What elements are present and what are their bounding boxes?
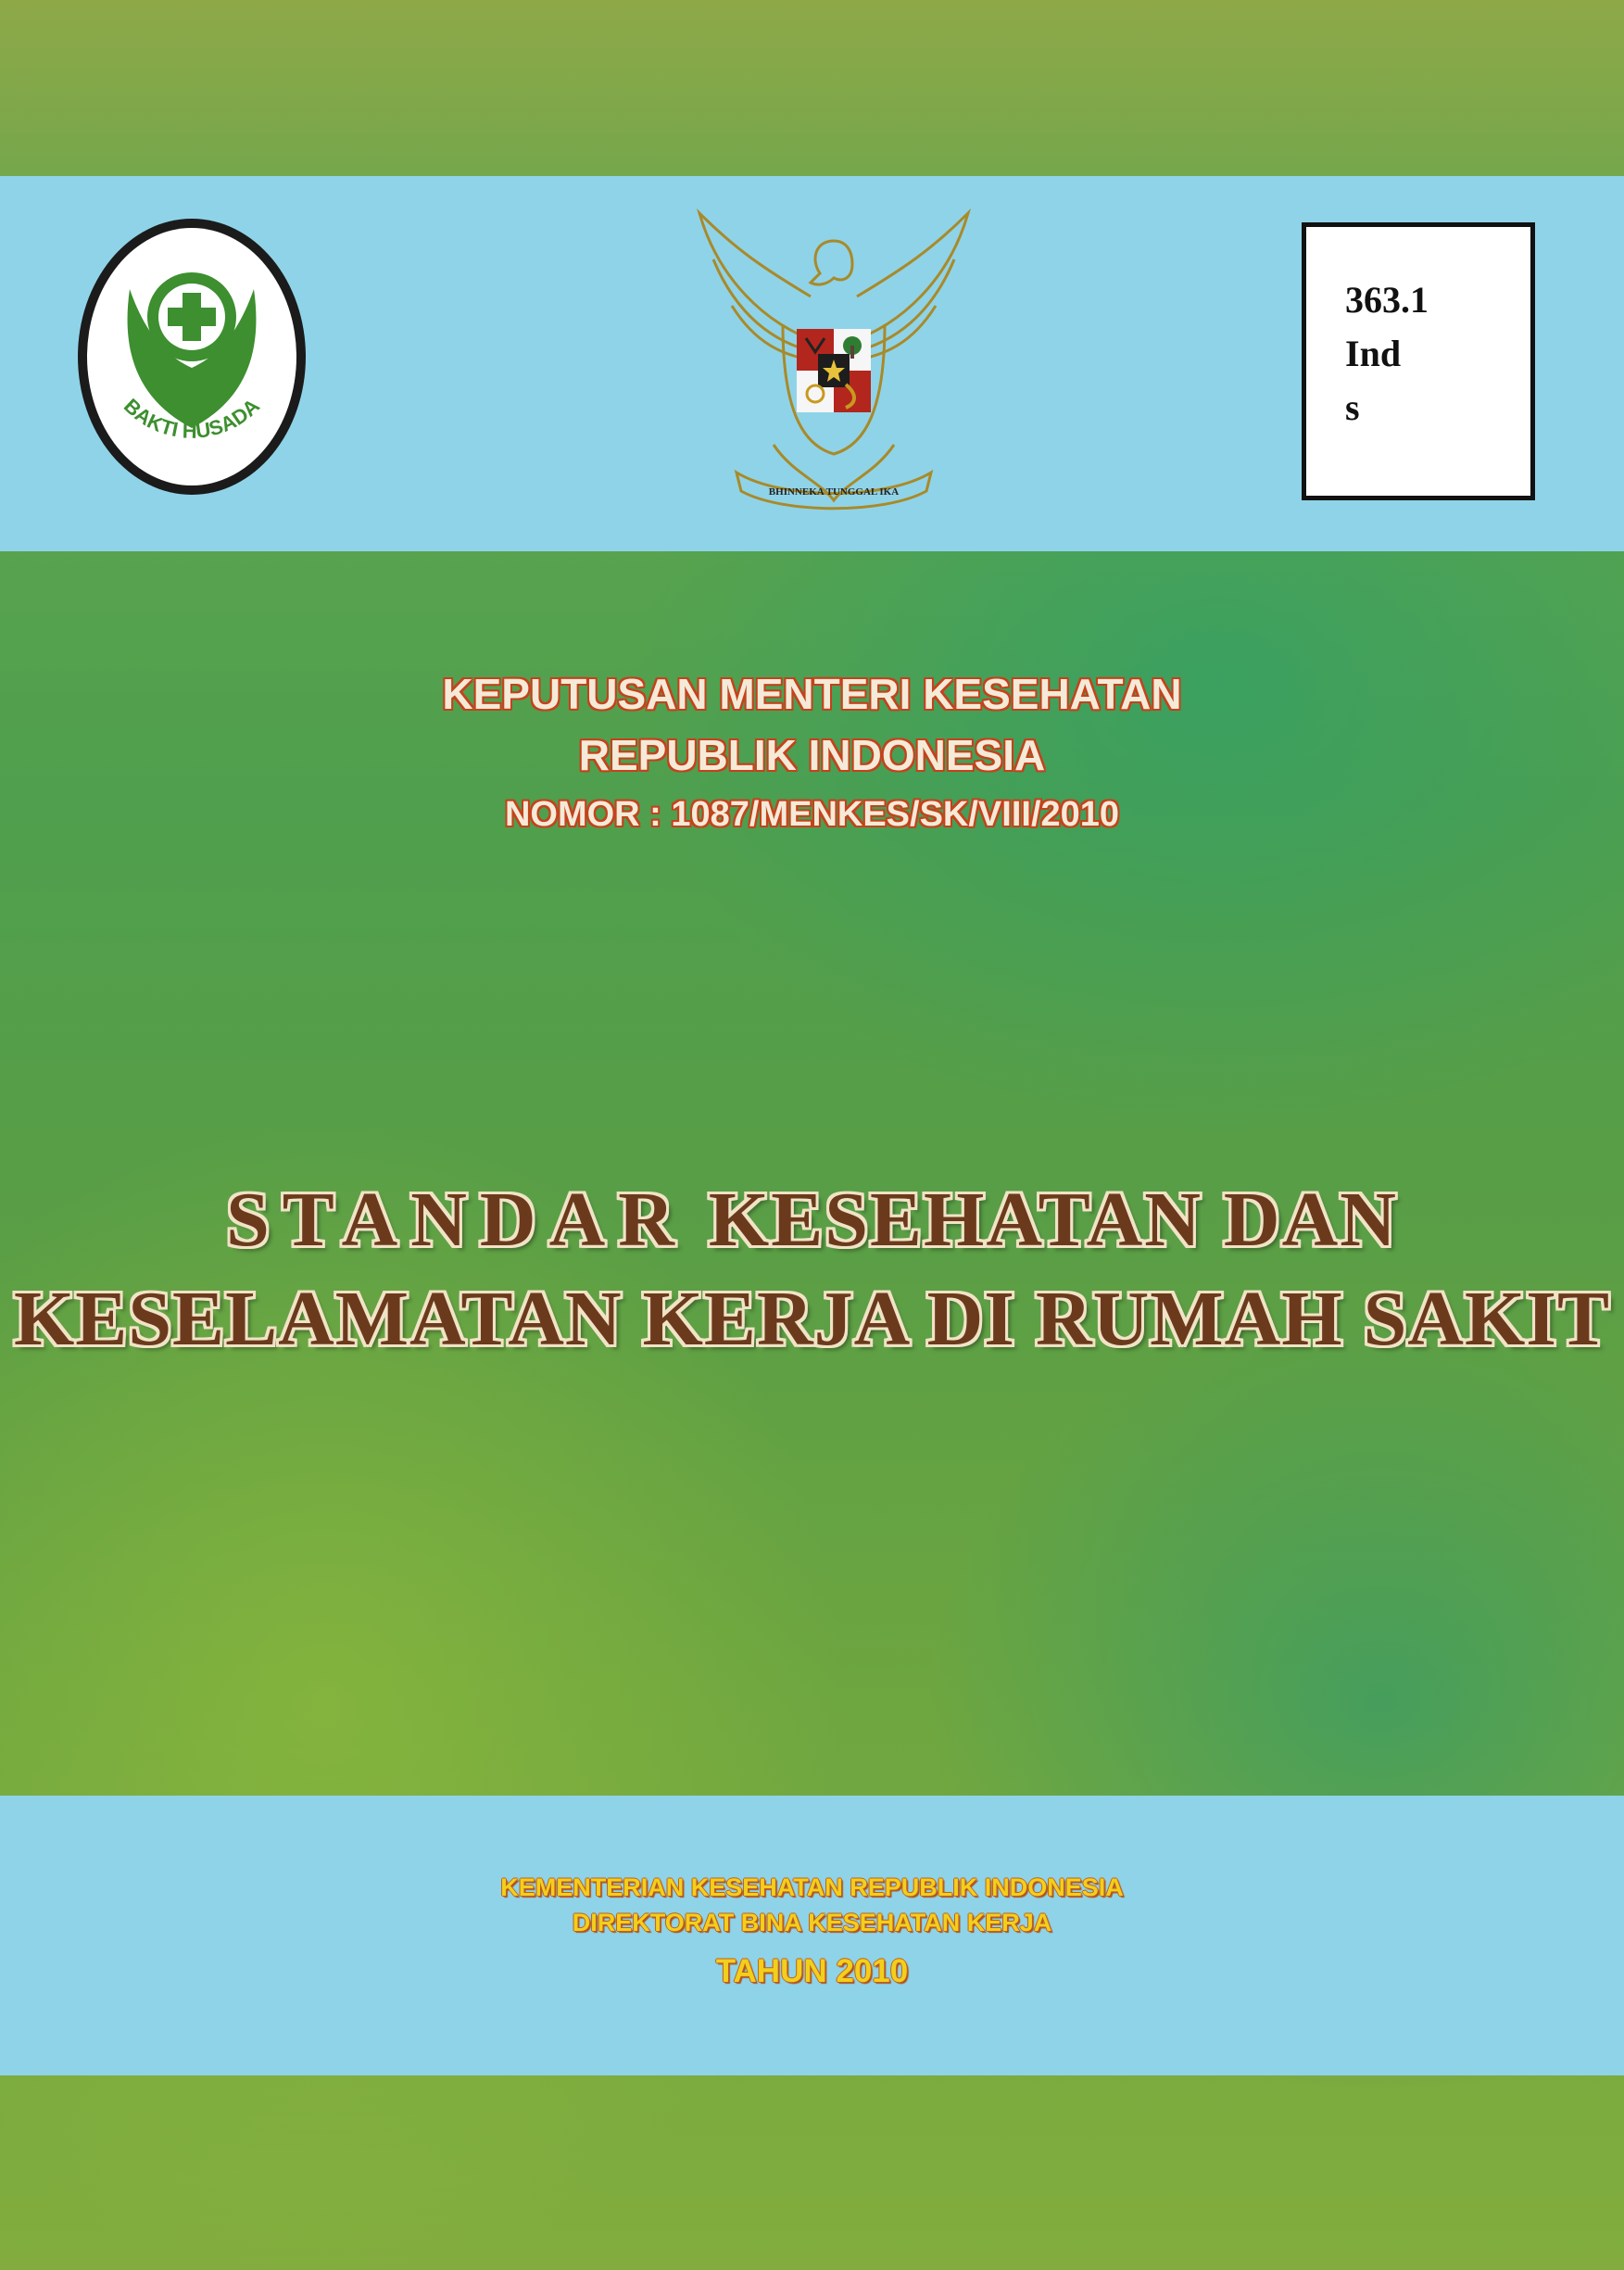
- bakti-husada-logo: [74, 215, 309, 498]
- publisher-directorate: DIREKTORAT BINA KESEHATAN KERJA: [572, 1909, 1052, 1936]
- main-title-line1: [0, 1175, 1624, 1265]
- garuda-pancasila-emblem: [681, 195, 987, 528]
- decree-heading-line1: KEPUTUSAN MENTERI KESEHATAN: [442, 670, 1182, 718]
- call-number-label: [1302, 222, 1535, 500]
- call-number-line1: 363.1: [1345, 279, 1429, 321]
- decree-number: NOMOR : 1087/MENKES/SK/VIII/2010: [504, 795, 1120, 834]
- publisher-ministry: KEMENTERIAN KESEHATAN REPUBLIK INDONESIA: [500, 1873, 1124, 1901]
- emblem-motto: BHINNEKA TUNGGAL IKA: [768, 486, 900, 498]
- decree-heading-line2: REPUBLIK INDONESIA: [578, 731, 1046, 779]
- main-title-line2: KESELAMATAN KERJA DI RUMAH SAKIT: [13, 1276, 1611, 1362]
- main-title-rest-line1: KESEHATAN DAN: [708, 1177, 1398, 1263]
- logo-text: BAKTI HUSADA: [119, 394, 265, 443]
- publication-year: TAHUN 2010: [715, 1953, 909, 1989]
- call-number-line2: Ind: [1345, 333, 1402, 374]
- call-number-line3: s: [1345, 386, 1360, 428]
- main-title-word-standar: STANDAR: [226, 1177, 687, 1263]
